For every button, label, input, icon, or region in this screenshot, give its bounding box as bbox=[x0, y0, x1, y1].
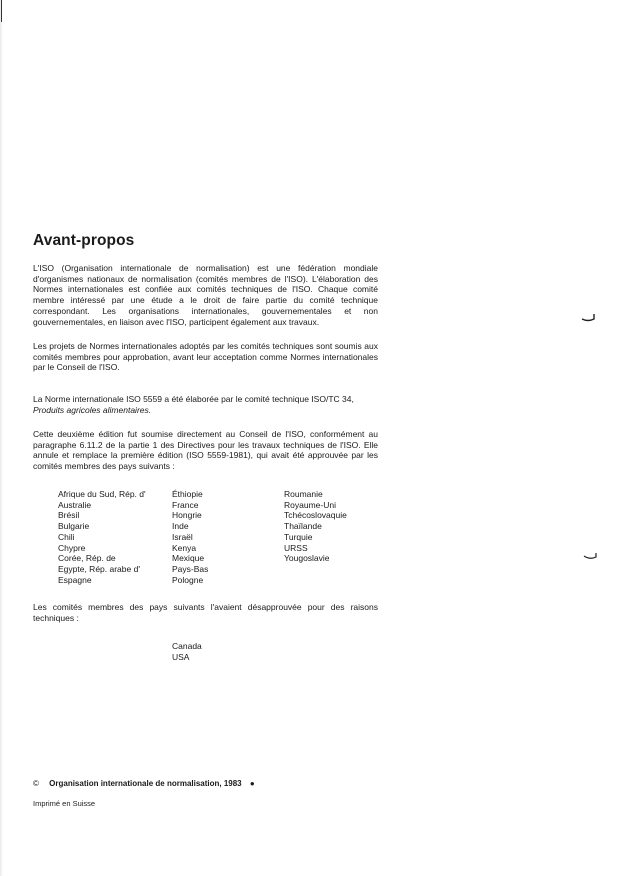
country-item: Canada bbox=[172, 641, 202, 651]
paragraph-edition: Cette deuxième édition fut soumise directement au Conseil de l'ISO, conformément au paragraphe 6.11.2 de la partie 1 des Directives pour les travaux techniques de l'ISO. Elle annule et remplace la première édition (ISO 5559-1981), qui avait été approuvée par les comités membres des pays suivants : bbox=[33, 429, 378, 472]
country-item: Afrique du Sud, Rép. d' bbox=[58, 489, 146, 499]
tc-title: Produits agricoles alimentaires. bbox=[33, 404, 152, 415]
paragraph-projects: Les projets de Normes internationales adoptés par les comités techniques sont soumis aux comités membres pour approbation, avant leur acceptation comme Normes internationales par le Conseil de l'ISO. bbox=[33, 341, 378, 373]
country-item: URSS bbox=[284, 542, 308, 553]
approving-countries-col-3 bbox=[284, 489, 347, 564]
margin-hole-mark-icon bbox=[583, 551, 597, 561]
disapproving-countries bbox=[172, 641, 202, 662]
country-item: Yougoslavie bbox=[284, 553, 330, 564]
country-item: Pays-Bas bbox=[172, 563, 209, 574]
paragraph-intro: L'ISO (Organisation internationale de normalisation) est une fédération mondiale d'organismes nationaux de normalisation (comités membres de l'ISO). L'élaboration des Normes internationales est confiée aux comités techniques de l'ISO. Chaque comité membre intéressé par une étude a le droit de faire partie du comité technique correspondant. Les organisations internationales, gouvernementales et non gouvernementales, en liaison avec l'ISO, participent également aux travaux. bbox=[33, 263, 378, 327]
country-item: Hongrie bbox=[172, 510, 202, 521]
country-item: Brésil bbox=[58, 510, 80, 521]
margin-hole-mark-icon bbox=[581, 313, 595, 323]
page-title: Avant-propos bbox=[33, 232, 135, 249]
printed-in: Imprimé en Suisse bbox=[33, 799, 96, 808]
approving-countries-col-1 bbox=[58, 489, 146, 585]
country-item: Australie bbox=[58, 499, 92, 510]
country-item: USA bbox=[172, 651, 190, 662]
country-item: Mexique bbox=[172, 553, 205, 564]
copyright-icon: © bbox=[33, 779, 39, 788]
country-item: Roumanie bbox=[284, 489, 323, 499]
paragraph-disapproval: Les comités membres des pays suivants l'avaient désapprouvée pour des raisons techniques : bbox=[33, 602, 378, 623]
country-item: Thaïlande bbox=[284, 521, 322, 532]
country-item: Royaume-Uni bbox=[284, 499, 336, 510]
country-item: Espagne bbox=[58, 574, 92, 585]
country-item: Inde bbox=[172, 521, 189, 532]
country-item: Chili bbox=[58, 531, 75, 542]
approving-countries-col-2 bbox=[172, 489, 208, 585]
copyright-line bbox=[33, 779, 255, 788]
country-item: Turquie bbox=[284, 531, 313, 542]
country-item: Israël bbox=[172, 531, 193, 542]
country-item: Éthiopie bbox=[172, 489, 203, 499]
page-edge bbox=[0, 0, 3, 876]
country-item: France bbox=[172, 499, 199, 510]
country-item: Kenya bbox=[172, 542, 197, 553]
paragraph-tc bbox=[33, 394, 378, 415]
copyright-organisation: Organisation internationale de normalisation, 1983 bbox=[49, 779, 242, 788]
country-item: Egypte, Rép. arabe d' bbox=[58, 563, 140, 574]
tc-text: La Norme internationale ISO 5559 a été élaborée par le comité technique ISO/TC 34, bbox=[33, 394, 354, 404]
bullet-icon: ● bbox=[249, 779, 255, 788]
country-item: Pologne bbox=[172, 574, 204, 585]
country-item: Tchécoslovaquie bbox=[284, 510, 347, 521]
country-item: Chypre bbox=[58, 542, 86, 553]
country-item: Bulgarie bbox=[58, 521, 90, 532]
country-item: Corée, Rép. de bbox=[58, 553, 116, 564]
